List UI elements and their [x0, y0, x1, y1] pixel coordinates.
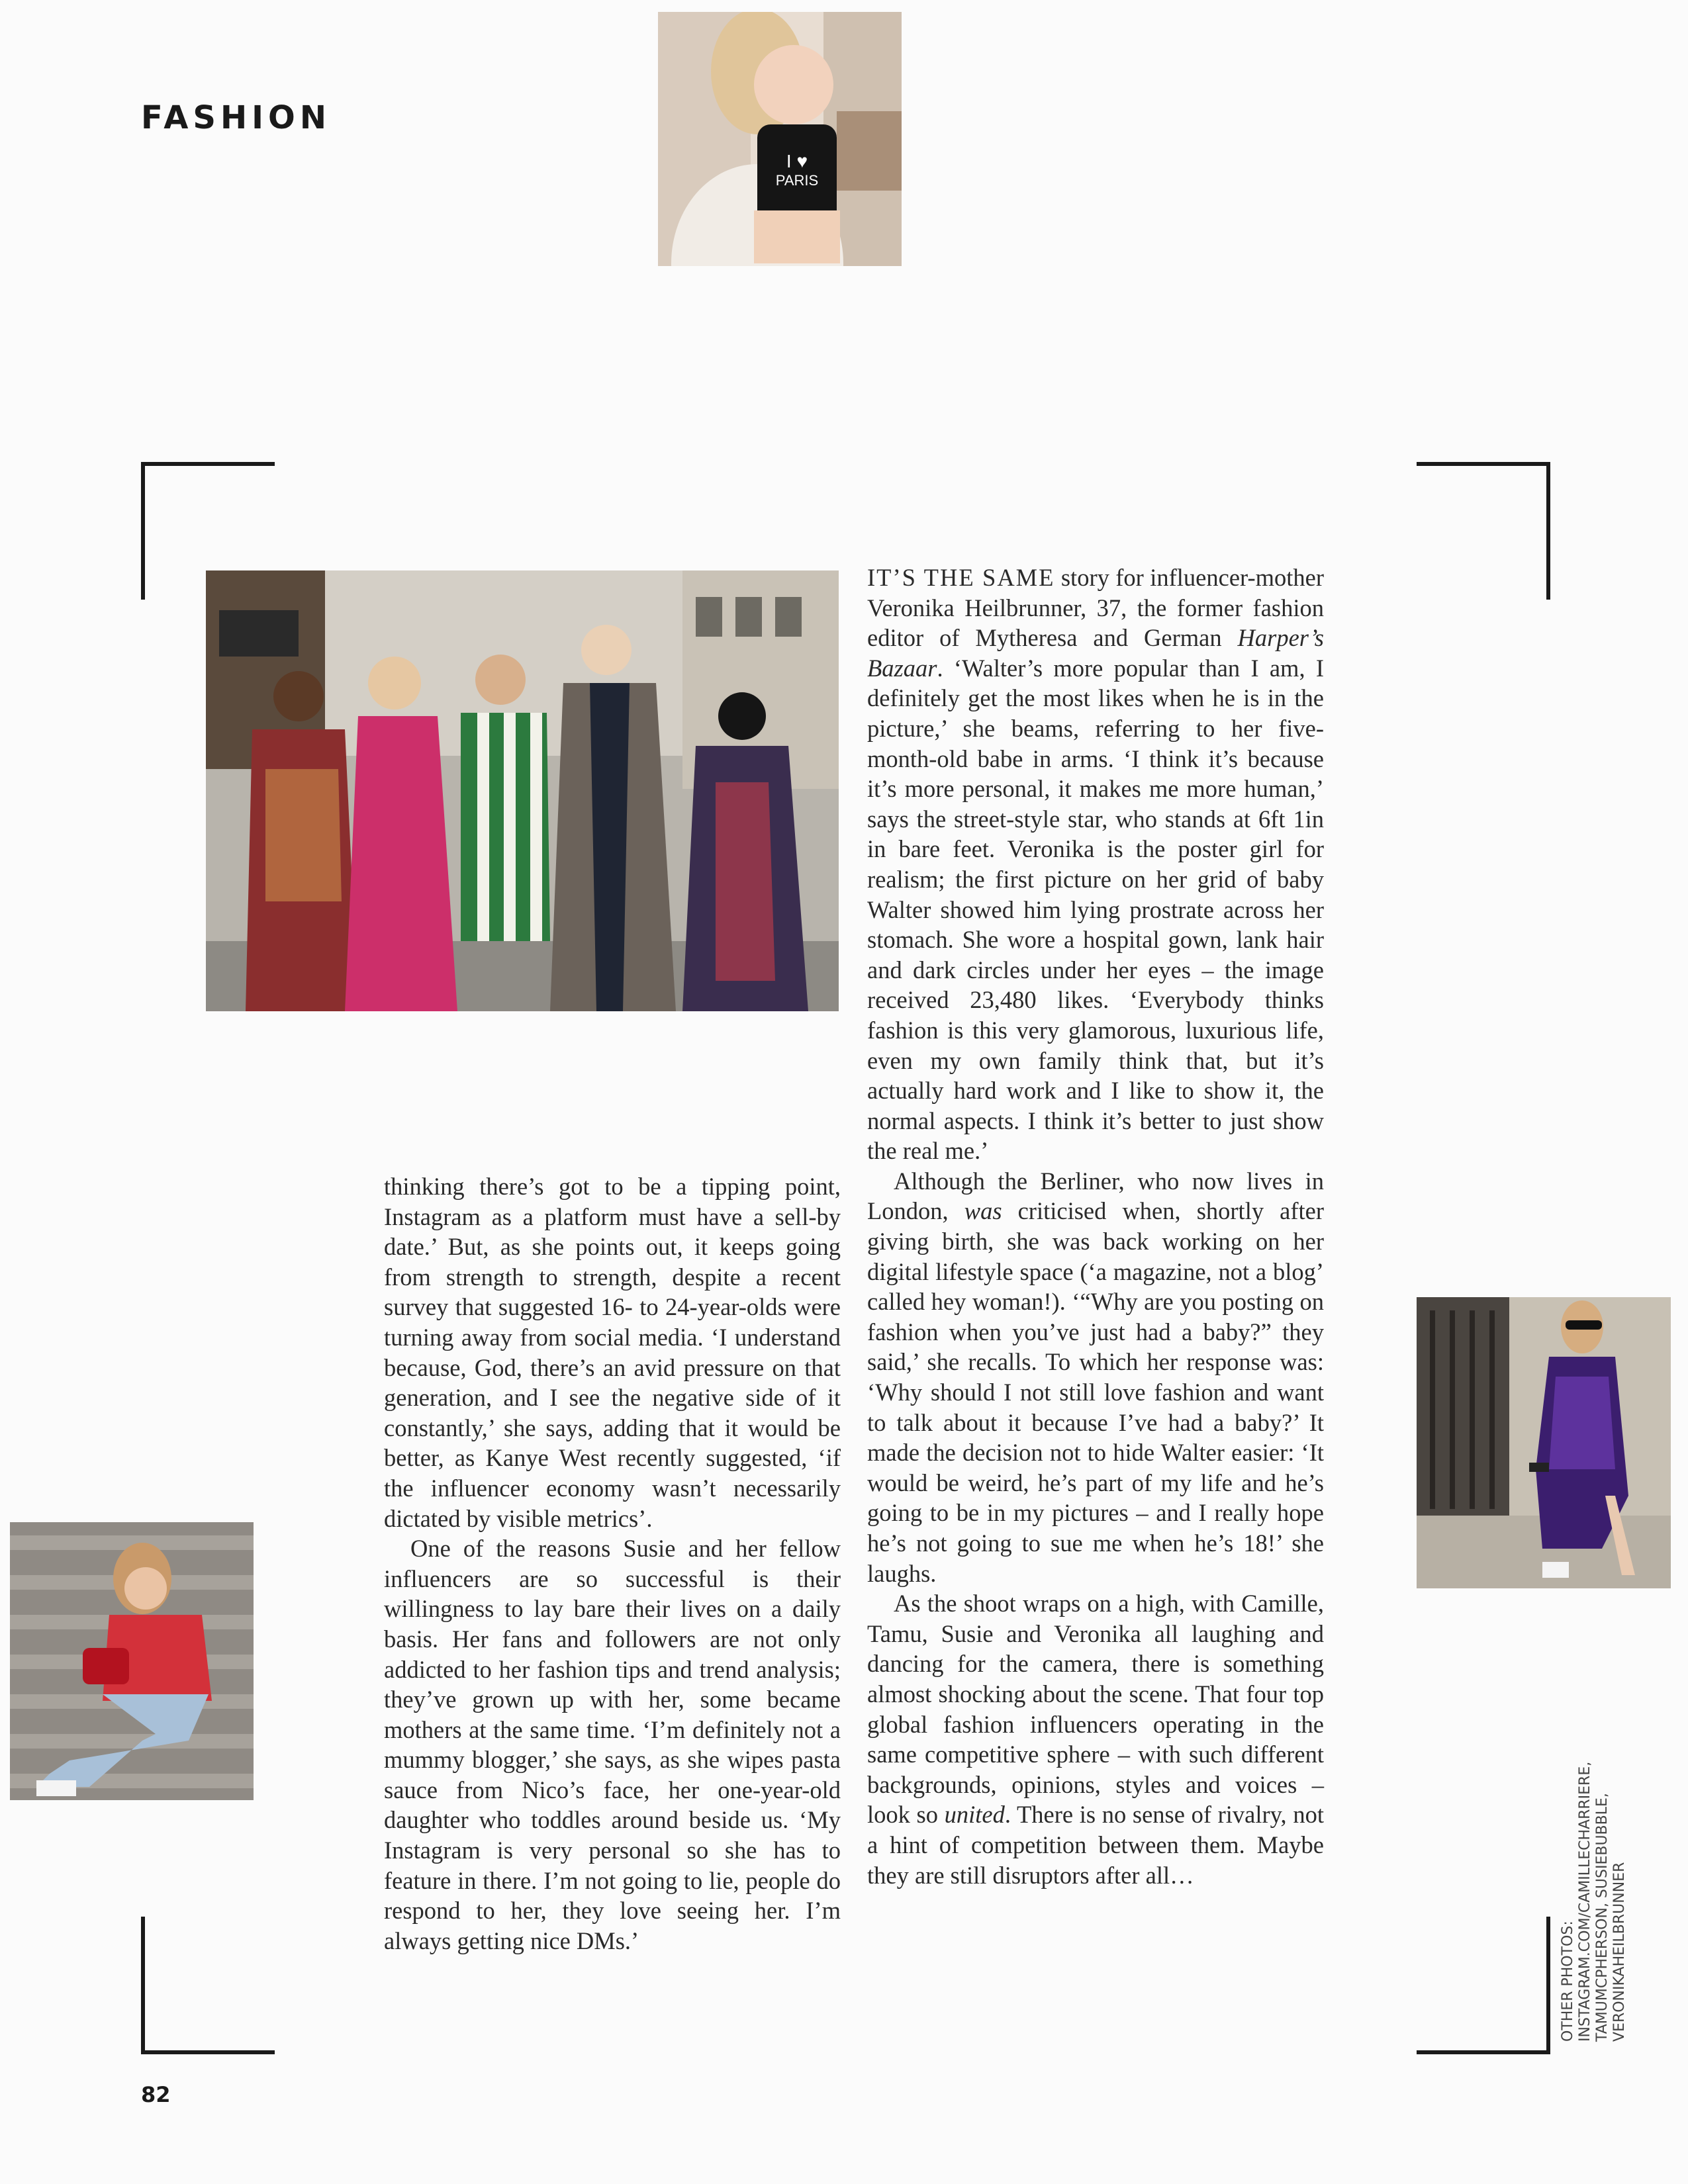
svg-text:I ♥: I ♥ — [786, 151, 808, 171]
article-paragraph: As the shoot wraps on a high, with Camille, Tamu, Susie and Veronika all laughing and dancing for the camera, there is something almost shocking about the scene. That four top global fashion influencers operating in the same competitive sphere – with such different backgrounds, opinions, styles and voices – look so united. There is no sense of rivalry, not a hint of competition between them. Maybe they are still disruptors after all… — [867, 1590, 1324, 1889]
lead-in: IT’S THE SAME — [867, 564, 1055, 591]
photo-mother-with-baby — [658, 12, 902, 266]
corner-bracket-top-right — [1417, 462, 1550, 600]
article-paragraph: thinking there’s got to be a tipping point, Instagram as a platform must have a sell-by date.’ But, as she points out, it keeps going from strength to strength, despite a recent survey that suggested 16- to 24-year-olds were turning away from social media. ‘I understand because, God, there’s an avid pressure on that generation, and I see the negative side of it constantly,’ she says, adding that it would be better, as Kanye West recently suggested, ‘if the influencer economy wasn’t necessarily dictated by visible metrics’. — [384, 1173, 841, 1532]
article-paragraph: One of the reasons Susie and her fellow influencers are so successful is their willingness to lay bare their lives on a daily basis. Her fans and followers are not only addicted to her fashion tips and trend analysis; they’ve grown up with her, some became mothers at the same time. ‘I’m definitely not a mummy blogger,’ she says, as she wipes pasta sauce from Nico’s face, her one-year-old daughter who toddles around beside us. ‘My Instagram is very personal so she has to feature in there. I’m not going to lie, people do respond to her, they love seeing her. I’m always getting nice DMs.’ — [384, 1535, 841, 1954]
article-column-right — [867, 563, 1324, 1890]
photo-influencers-street — [206, 570, 839, 1011]
article-paragraph: Although the Berliner, who now lives in London, was criticised when, shortly after giving birth, she was back working on her digital lifestyle space (‘a magazine, not a blog’ called hey woman!). ‘“Why are you posting on fashion when you’ve just had a baby?” they said,’ she recalls. To which her response was: ‘Why should I not still love fashion and want to talk about it because I’ve had a baby?’ It made the decision not to hide Walter easier: ‘It would be weird, he’s part of my life and he’s going to be in my pictures – and I really hope he’s not going to sue me when he’s 18!’ she laughs. — [867, 1167, 1324, 1587]
photo-woman-purple-dress — [1417, 1297, 1671, 1588]
section-label: FASHION — [141, 99, 332, 136]
corner-bracket-bottom-left — [141, 1917, 275, 2054]
article-column-left — [384, 1171, 841, 1956]
photo-woman-on-steps — [10, 1522, 254, 1800]
corner-bracket-bottom-right — [1417, 1917, 1550, 2054]
svg-text:PARIS: PARIS — [775, 172, 819, 189]
article-paragraph: IT’S THE SAME story for influencer-mother Veronika Heilbrunner, 37, the former fashion editor of Mytheresa and German Harper’s Bazaar. ‘Walter’s more popular than I am, I definitely get the most likes when he is in the picture,’ she beams, referring to her five-month-old babe in arms. ‘I think it’s because it’s more personal, it makes me more human,’ says the street-style star, who stands at 6ft 1in in bare feet. Veronika is the poster girl for realism; the first picture on her grid of baby Walter showed him lying prostrate across her stomach. She wore a hospital gown, lank hair and dark circles under her eyes – the image received 23,480 likes. ‘Everybody thinks fashion is this very glamorous, luxurious life, even my own family think that, but it’s actually hard work and I like to show it, the normal aspects. I think it’s better to just show the real me.’ — [867, 564, 1324, 1165]
page-number: 82 — [141, 2082, 171, 2107]
photo-credit: OTHER PHOTOS: INSTAGRAM.COM/CAMILLECHARRIERE, TAMUMCPHERSON, SUSIEBUBBLE, VERONIKAHEILBRUNNER — [1560, 1761, 1628, 2042]
